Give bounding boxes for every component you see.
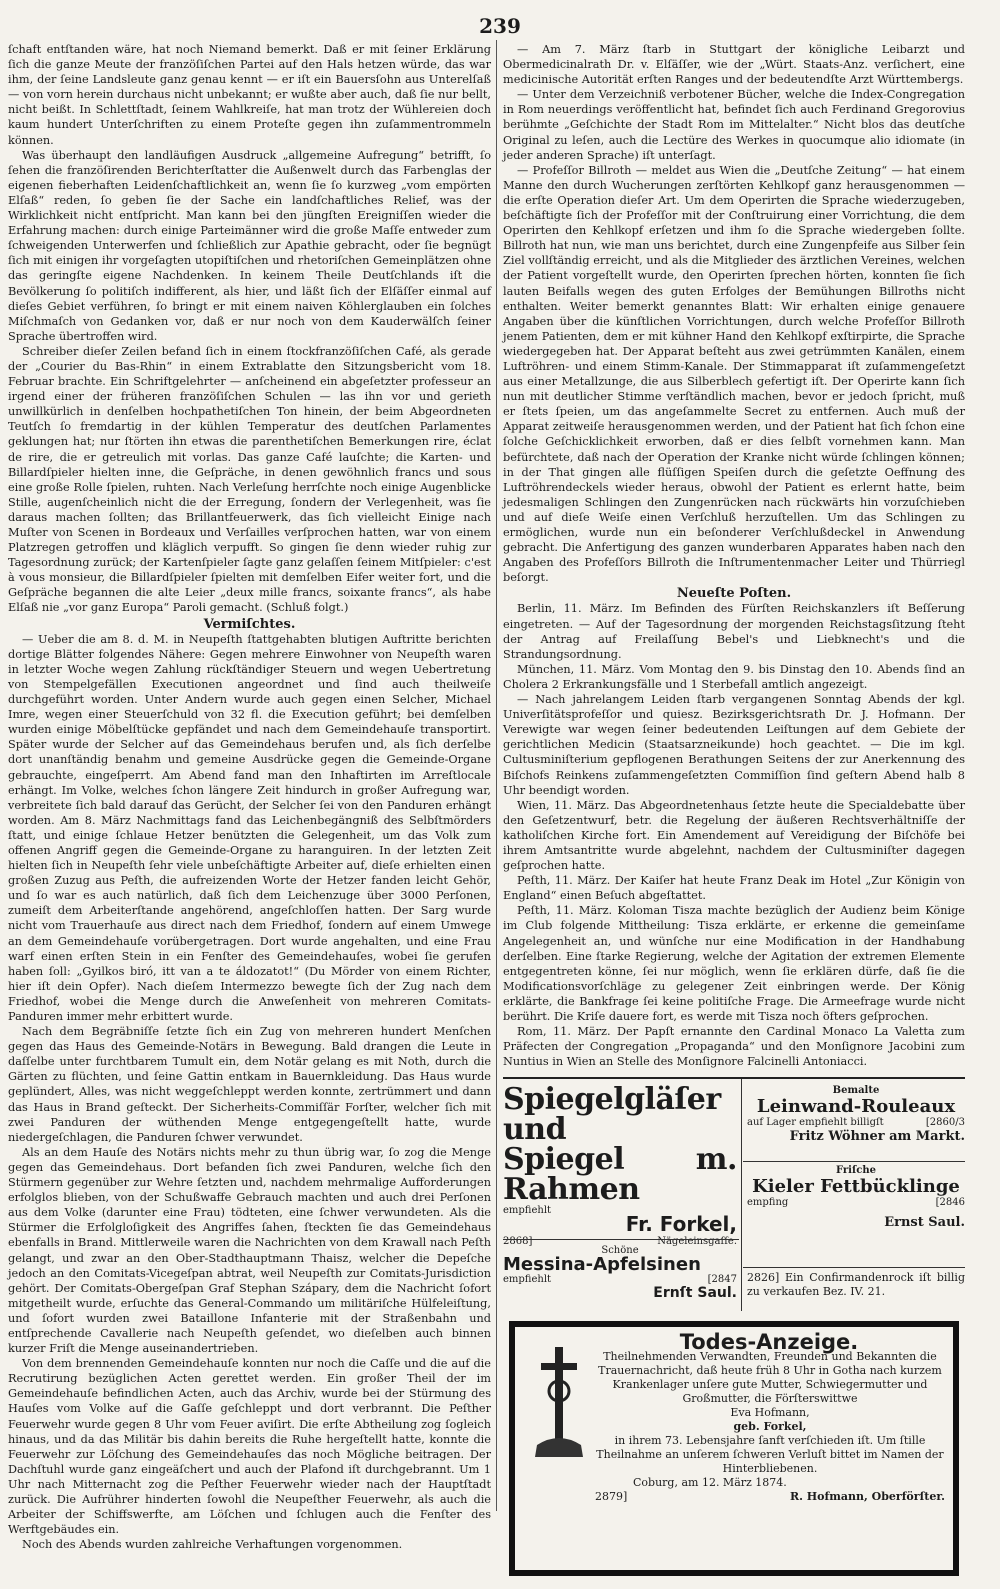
ad-messina-pre: Schöne [601, 1245, 639, 1257]
article-paragraph: — Profeſſor Billroth — meldet aus Wien die „Deutſche Zeitung“ — hat einem Manne den durch Wucherungen zerſtörten Kehlkopf ganz herausgenommen — die erſte Operation dieſer Art. Um dem Operirten die Sprache wiederzugeben, beſchäftigte ſich der Profeſſor mit der Conſtruirung einer Vorrichtung, die dem Operirten den Kehlkopf erſetzen und ihm ſo die Sprache wiedergeben ſollte. Billroth hat nun, wie man uns berichtet, durch eine Zungenpfeife aus Silber ſein Ziel vollſtändig erreicht, und als die Mitglieder des ärztlichen Vereines, welchen der Patient vorgeſtellt wurde, den Operirten ſprechen hörten, konnten ſie ſich lauten Beifalls wegen des guten Erfolges der Bemühungen Billroths nicht enthalten. Weiter bemerkt genanntes Blatt: Wir erhalten einige genauere Angaben über die künſtlichen Vorrichtungen, durch welche Profeſſor Billroth jenem Patienten, dem er mit kühner Hand den Kehlkopf exſtirpirte, die Sprache wiedergegeben hat. Der Apparat beſteht aus zwei getrümmten Kanälen, einem Luftröhren- und einem Stimm-Kanale. Der Stimmapparat iſt zuſammengeſetzt aus einer Metallzunge, die aus Silberblech gefertigt iſt. Der Operirte kann ſich nun mit deutlicher Stimme verſtändlich machen, bevor er jedoch ſpricht, muß er ſtets ſpeien, um das angeſammelte Secret zu entfernen. Auch muß der Apparat zeitweiſe herausgenommen werden, und der Patient hat ſich ſchon eine ſolche Geſchicklichkeit erworben, daß er dies ſelbſt vornehmen kann. Man befürchtete, daß nach der Operation der Kranke nicht würde ſchlingen können; in der That gingen alle flüſſigen Speiſen durch die geſetzte Oeffnung des Luftröhrendeckels wieder heraus, obwohl der Patient es erlernt hatte, beim jedesmaligen Schlingen den Zungenrücken nach rückwärts hin vorzuſchieben und auf dieſe Weiſe einen Verſchluß herzuſtellen. Um das Schlingen zu ermöglichen, wurde nun ein beſonderer Verſchlußdeckel in Anwendung gebracht. Die Anfertigung des ganzen wunderbaren Apparates haben nach den Angaben des Profeſſors Billroth die Inſtrumentenmacher Leiter und Thürriegl beſorgt. [503, 163, 965, 585]
ad-leinwand-ref: [2860/3 [925, 1117, 965, 1129]
ad-spiegel-merchant: Fr. Forkel, [625, 1212, 737, 1237]
ad-leinwand [747, 1085, 965, 1155]
column-divider [496, 40, 497, 1511]
death-notice-ref: 2879] [595, 1490, 628, 1504]
ad-leinwand-title: Leinwand-Rouleaux [756, 1096, 956, 1118]
ad-kieler-merchant: Ernst Saul. [884, 1215, 965, 1231]
news-item: Berlin, 11. März. Im Befinden des Fürſten Reichskanzlers iſt Beſſerung eingetreten. — Auf der Tagesordnung der morgenden Reichstagsſitzung ſteht der Antrag auf Freilaſſung Bebel's und Liebknecht's und die Strandungsordnung. [503, 602, 965, 661]
ad-messina-title: Messina-Apfelsinen [503, 1254, 701, 1276]
ad-messina-label: empfiehlt [503, 1274, 552, 1286]
ad-spiegel-label: empfiehlt [503, 1205, 552, 1217]
article-paragraph: — Ueber die am 8. d. M. in Neupeſth ſtattgehabten blutigen Auftritte berichten dortige Blätter folgendes Nähere: Gegen mehrere Einwohner von Neupeſth waren in letzter Woche wegen Zahlung rückſtändiger Steuern und wegen Uebertretung von Stempelgefällen Executionen angeordnet und ſind auch theilweiſe durchgeführt worden. Unter Andern wurde auch gegen einen Selcher, Michael Imre, wegen einer Steuerſchuld von 32 fl. die Execution geführt; bei demſelben wurden einige Möbelſtücke gepfändet und nach dem Gemeindehauſe transportirt. Später wurde der Selcher auf das Gemeindehaus berufen und, als ſich derſelbe dort unanſtändig benahm und gemeine Ausdrücke gegen die Gemeinde-Organe gebrauchte, eingeſperrt. Am Abend fand man den Inhaftirten im Arreſtlocale erhängt. Im Volke, welches ſchon längere Zeit hindurch in großer Aufregung war, verbreitete ſich bald darauf das Gerücht, der Selcher ſei von den Panduren erhängt worden. Am 8. März Nachmittags fand das Leichenbegängniß des Selbſtmörders ſtatt, und einige ſchlaue Hetzer benützten die Gelegenheit, um das Volk zum offenen Angriff gegen die Gemeinde-Organe zu haranguiren. In der letzten Zeit hielten ſich in Neupeſth ſehr viele unbeſchäftigte Arbeiter auf, dieſe erhielten einen großen Zuzug aus Peſth, die aufreizenden Worte der Hetzer fanden leicht Gehör, und ſo war es auch natürlich, daß ſich dem Leichenzuge über 3000 Perſonen, zumeiſt dem Arbeiterſtande angehörend, angeſchloſſen hatten. Der Sarg wurde nicht vom Trauerhauſe aus direct nach dem Friedhof, ſondern auf einem Umwege an dem Gemeindehauſe vorübergetragen. Dort wurde angehalten, und eine Frau warf einen erſten Stein in ein Fenſter des Gemeindehauſes, wobei ſie gerufen haben ſoll: „Gyilkos biró, itt van a te áldozatot!“ (Du Mörder von einem Richter, hier iſt dein Opfer). Nach dieſem Intermezzo bewegte ſich der Zug nach dem Friedhof, wobei die Menge durch die Anweſenheit von mehreren Comitats-Panduren immer mehr erbittert wurde. [8, 632, 491, 1023]
death-notice-title: Todes-Anzeige. [679, 1330, 859, 1355]
news-item: Wien, 11. März. Das Abgeordnetenhaus ſetzte heute die Specialdebatte über den Geſetzentwurf, betr. die Regelung der äußeren Rechtsverhältniſſe der katholiſchen Kirche fort. Ein Amendement auf Vereidigung der Biſchöfe bei ihrem Amtsantritte wurde abgelehnt, nachdem der Cultusminiſter dagegen geſprochen hatte. [503, 798, 965, 873]
section-title-neueste-posten: Neueſte Poſten. [676, 586, 792, 602]
death-notice-place-date: Coburg, am 12. März 1874. [633, 1476, 787, 1490]
death-notice-footer [595, 1490, 945, 1504]
article-paragraph: ſchaft entſtanden wäre, hat noch Niemand bemerkt. Daß er mit ſeiner Erklärung ſich die ganze Meute der franzöſiſchen Partei auf den Hals hetzen würde, das war ihm, der ſeine Landsleute ganz genau kennt — er iſt ein Bauersſohn aus Unterelſaß — von vorn herein durchaus nicht unbekannt; er wußte aber auch, daß ſie nur bellt, nicht beißt. In Schlettſtadt, ſeinem Wahlkreiſe, hat man trotz der Wühlereien doch kaum hundert Unterſchriften zu einem Proteſte gegen ihn zuſammentrommeln können. [8, 43, 491, 147]
ad-confirmanden-text: 2826] Ein Confirmandenrock iſt billig zu verkaufen Bez. IV. 21. [747, 1271, 965, 1299]
death-notice-signature: R. Hofmann, Oberförſter. [789, 1490, 945, 1504]
death-notice-body2: in ihrem 73. Lebensjahre ſanft verſchieden iſt. Um ſtille Theilnahme an unſerem ſchweren Verluſt bittet im Namen der Hinterbliebenen. [596, 1434, 944, 1476]
news-item: München, 11. März. Vom Montag den 9. bis Dinstag den 10. Abends ſind an Cholera 2 Erkrankungsfälle und 1 Sterbefall amtlich angezeigt. [503, 662, 965, 691]
ad-kieler-ref: [2846 [935, 1197, 965, 1209]
section-title-vermischtes: Vermiſchtes. [203, 616, 296, 632]
ad-divider [743, 1267, 965, 1268]
ad-leinwand-pre: Bemalte [832, 1085, 880, 1097]
news-item: Rom, 11. März. Der Papſt ernannte den Cardinal Monaco La Valetta zum Präfecten der Congregation „Propaganda“ und den Monſignore Jacobini zum Nuntius in Wien an Stelle des Monſignore Falcinelli Antoniacci. [503, 1025, 965, 1069]
ad-leinwand-body: auf Lager empfiehlt billigſt [747, 1117, 884, 1129]
ad-kieler-line [747, 1197, 965, 1209]
news-item: — Nach jahrelangem Leiden ſtarb vergangenen Sonntag Abends der kgl. Univerſitätsprofeſſor und quiesz. Bezirksgerichtsrath Dr. J. Hofmann. Der Verewigte war wegen ſeiner bedeutenden Leiſtungen auf dem Gebiete der gerichtlichen Medicin (Staatsarzneikunde) hoch geachtet. — Die im kgl. Cultusminiſterium gepflogenen Berathungen Seitens der zur Anerkennung des Biſchofs Reinkens zuſammengeſetzten Commiſſion ſind geſtern Abend halb 8 Uhr beendigt worden. [503, 693, 965, 797]
ad-divider [743, 1161, 965, 1162]
news-item: Peſth, 11. März. Koloman Tisza machte bezüglich der Audienz beim Könige im Club folgende Mittheilung: Tisza erklärte, er erkenne die gemeinſame Angelegenheit an, und wünſche nur eine Modification in der Handhabung derſelben. Eine ſtarke Regierung, welche der Agitation der extremen Elemente entgegentreten könne, ſei nur möglich, wenn ſie erklären dürfe, daß ſie die Modificationsvorſchläge zu gelegener Zeit einbringen werde. Der König erklärte, die Bankfrage ſei keine politiſche Frage. Die Armeefrage wurde nicht berührt. Die Kriſe dauere fort, es werde mit Tisza noch öfters geſprochen. [503, 904, 965, 1023]
article-paragraph: — Am 7. März ſtarb in Stuttgart der königliche Leibarzt und Obermedicinalrath Dr. v. Elſäſſer, wie der „Würt. Staats-Anz. verſichert, eine medicinische Autorität erſten Ranges und der bedeutendſte Arzt Württembergs. [503, 43, 965, 87]
death-notice-name: Eva Hofmann, [730, 1406, 810, 1420]
page-number: 239 [479, 14, 521, 38]
ad-messina-merchant: Ernſt Saul. [653, 1285, 737, 1302]
article-paragraph: Als an dem Hauſe des Notärs nichts mehr zu thun übrig war, ſo zog die Menge gegen das Gemeindehaus. Dort befanden ſich zwei Panduren, welche ſich den Stürmern gegenüber zur Wehre ſetzten und, nachdem mehrmalige Aufforderungen erfolglos blieben, von der Schußwaffe Gebrauch machten und auch drei Perſonen aus dem Volke (darunter eine Frau) tödteten, eine ſchwer verwundeten. Als die Stürmer die Erfolgloſigkeit des Angriffes ſahen, ſteckten ſie das Gemeindehaus ebenfalls in Brand. Mittlerweile waren die Nachrichten von dem Krawall nach Peſth gelangt, und zwar an den Ober-Stadthauptmann Thaisz, welcher die Depeſche jedoch an den Comitats-Vicegeſpan abtrat, weil Neupeſth zur Comitats-Jurisdiction gehört. Der Comitats-Obergeſpan Graf Stephan Szápary, dem die Nachricht ſofort mitgetheilt wurde, erſuchte das General-Commando um militäriſche Hülfeleiſtung, und ſofort wurden zwei Bataillone Infanterie mit der Straßenbahn und entſprechende Cavallerie nach Neupeſth geſendet, wo dieſelben auch binnen kurzer Friſt die Menge auseinandertrieben. [8, 1145, 491, 1356]
news-item: Peſth, 11. März. Der Kaiſer hat heute Franz Deak im Hotel „Zur Königin von England“ einen Beſuch abgeſtattet. [503, 874, 965, 903]
ad-divider [503, 1239, 739, 1240]
ad-leinwand-line [747, 1117, 965, 1129]
ad-spiegel-ref: 2868] [503, 1236, 533, 1248]
left-column [8, 42, 491, 1552]
memorial-cross-icon [531, 1341, 587, 1461]
ad-spiegel-line1: Spiegelgläſer und [503, 1082, 721, 1148]
article-paragraph: — Unter dem Verzeichniß verbotener Bücher, welche die Index-Congregation in Rom neuerdings veröffentlicht hat, befindet ſich auch Ferdinand Gregorovius berühmte „Geſchichte der Stadt Rom im Mittelalter.“ Nicht blos das deutſche Original zu leſen, auch die Lectüre des Werkes in quocumque alio idiomate (in jeder anderen Sprache) iſt unterſagt. [503, 88, 965, 162]
death-notice [509, 1321, 959, 1576]
ad-spiegel [503, 1082, 737, 1248]
ad-spiegel-street: Nägeleinsgaſſe. [657, 1236, 737, 1248]
death-notice-body: Theilnehmenden Verwandten, Freunden und Bekannten die Trauernachricht, daß heute früh 8 Uhr in Gotha nach kurzem Krankenlager unſere gute Mutter, Schwiegermutter und Großmutter, die Förſterswittwe [598, 1350, 942, 1406]
ad-leinwand-merchant: Fritz Wöhner am Markt. [789, 1129, 965, 1145]
advertisement-block [503, 1077, 965, 1589]
ad-kieler-title: Kieler Fettbücklinge [752, 1176, 960, 1198]
article-paragraph: Von dem brennenden Gemeindehauſe konnten nur noch die Caſſe und die auf die Recrutirung bezüglichen Acten gerettet werden. Ein großer Theil der im Gemeindehauſe befindlichen Acten, auch das Archiv, wurde bei der Stürmung des Hauſes vom Volke auf die Gaſſe geſchleppt und dort verbrannt. Die Peſther Feuerwehr wurde gegen 8 Uhr vom Feuer aviſirt. Die erſte Abtheilung zog ſogleich hinaus, und da das Militär bis dahin bereits die Ruhe hergeſtellt hatte, konnte die Feuerwehr zur Löſchung des Gemeindehauſes das noch Mögliche beitragen. Der Dachſtuhl wurde ganz eingeäſchert und auch der Plafond iſt durchgebrannt. Um 1 Uhr nach Mitternacht zog die Peſther Feuerwehr wieder nach der Hauptſtadt zurück. Die Aufrührer hinderten ſowohl die Neupeſther Feuerwehr, als auch die Arbeiter der Schiffswerfte, am Löſchen und ſchlugen auch die Fenſter des Werftgebäudes ein. [8, 1357, 491, 1537]
article-paragraph: Was überhaupt den landläufigen Ausdruck „allgemeine Aufregung“ betrifft, ſo ſehen die franzöſirenden Berichterſtatter die Außenwelt durch das Farbenglas der eigenen fieberhaften Leidenſchaftlichkeit an, wenn ſie ſo kurzweg „vom empörten Elſaß“ reden, ſo geben ſie der Sache ein landſchaftliches Relief, was der Wirklichkeit nicht entſpricht. Man kann bei den jüngſten Ereigniſſen wieder die Erfahrung machen: durch einige Parteimänner wird die große Maſſe entweder zum ſchweigenden Unterwerfen und ſchließlich zur Apathie gebracht, oder ſie begnügt ſich mit einigen ihr vorgeſagten utopiſtiſchen und rhetoriſchen Gemeinplätzen ohne das geringſte eigene Nachdenken. In keinem Theile Deutſchlands iſt die Bevölkerung ſo politiſch indifferent, als hier, und läßt ſich der Elſäſſer einmal auf dieſes Gebiet verführen, ſo bringt er mit einem naiven Köhlerglauben ein ſolches Miſchmaſch von Gedanken vor, daß er nur noch von dem Kauderwälſch ſeiner Sprache übertroffen wird. [8, 148, 491, 343]
ad-kieler-label: empfing [747, 1197, 789, 1209]
ad-messina [503, 1245, 737, 1311]
ad-messina-ref: [2847 [707, 1274, 737, 1286]
ad-confirmanden [747, 1271, 965, 1311]
ad-kieler-pre: Friſche [835, 1165, 876, 1177]
ad-kieler [747, 1165, 965, 1263]
death-notice-nee: geb. Forkel, [733, 1420, 807, 1434]
right-column [503, 42, 965, 1515]
article-paragraph: Nach dem Begräbniſſe ſetzte ſich ein Zug von mehreren hundert Menſchen gegen das Haus des Gemeinde-Notärs in Bewegung. Bald drangen die Leute in daſſelbe unter furchtbarem Tumult ein, dem Notär gelang es mit Noth, durch die Gärten zu flüchten, und ſeine Gattin entkam in Bauernkleidung. Das Haus wurde geplündert, Alles, was nicht weggeſchleppt werden konnte, zertrümmert und dann das Haus in Brand geſteckt. Der Sicherheits-Commiſſär Forſter, welcher ſich mit zwei Panduren der wüthenden Menge entgegengeſtellt hatte, wurde niedergeſchlagen, die Panduren ſchwer verwundet. [8, 1025, 491, 1144]
ad-divider [741, 1079, 742, 1311]
ad-spiegel-line2: Spiegel m. Rahmen [503, 1142, 737, 1208]
article-paragraph: Noch des Abends wurden zahlreiche Verhaftungen vorgenommen. [22, 1538, 403, 1552]
article-paragraph: Schreiber dieſer Zeilen befand ſich in einem ſtockfranzöſiſchen Café, als gerade der „Courier du Bas-Rhin“ in einem Extrablatte den Sitzungsbericht vom 18. Februar brachte. Ein Schriftgelehrter — anſcheinend ein abgeſetzter professeur an irgend einer der früheren franzöſiſchen Schulen — las ihn vor und gerieth unwillkürlich in denſelben hochpathetiſchen Ton hinein, der beim Abgeordneten Teutſch ſo fremdartig in der kühlen Temperatur des deutſchen Parlamentes geklungen hat; nur ſtörten ihn etwas die parenthetiſchen Bemerkungen rire, éclat de rire, die er getreulich mit vorlas. Das ganze Café lauſchte; die Karten- und Billardſpieler hielten inne, die Geſpräche, in denen gewöhnlich francs und sous eine große Rolle ſpielen, ruhten. Nach Verleſung herrſchte noch einige Augenblicke Stille, augenſcheinlich nicht die der Erregung, ſondern der Verlegenheit, was ſie daraus machen ſollten; das Brillantfeuerwerk, das ſich vielleicht Einige nach Muſter von Scenen in Bordeaux und Verſailles verſprochen hatten, war von einem Platzregen getroffen und kläglich verpufft. So gingen ſie denn wieder ruhig zur Tagesordnung zurück; der Kartenſpieler ſagte ganz gelaſſen ſeinem Mitſpieler: c'est à vous monsieur, die Billardſpieler ſpielten mit demſelben Eifer weiter fort, und die Geſpräche begannen die alte Leier „deux mille francs, soixante francs“, als habe Elſaß nie „vor ganz Europa“ Paroli gemacht. (Schluß folgt.) [8, 344, 491, 615]
